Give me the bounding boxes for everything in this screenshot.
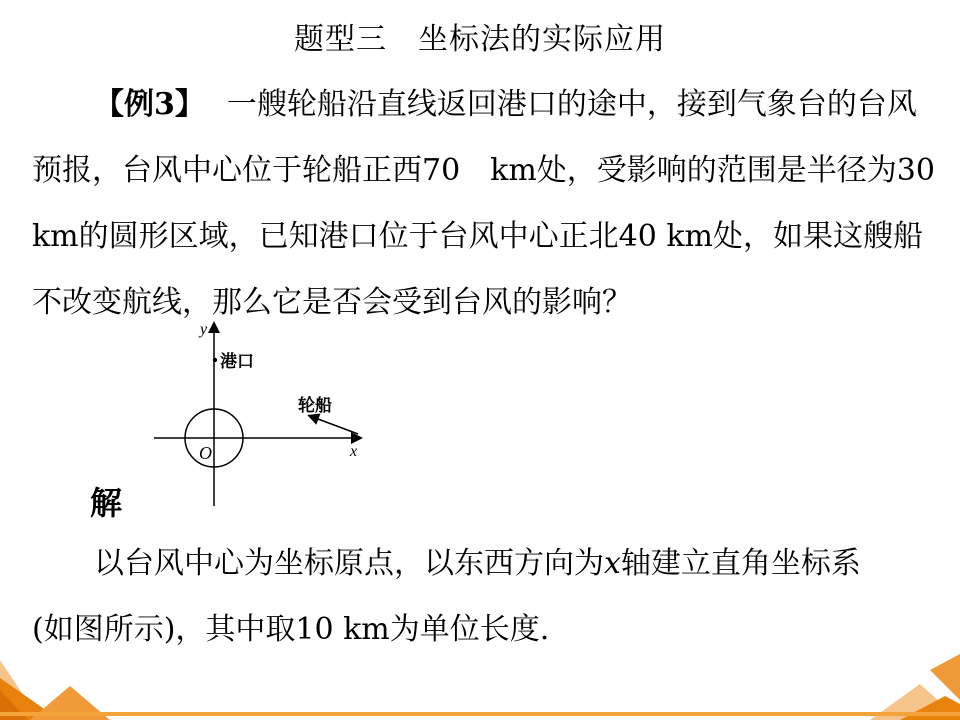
solution-var-x: x — [604, 546, 621, 581]
solution-label: 解 — [90, 484, 123, 522]
y-axis-label: y — [200, 321, 208, 338]
port-label: 港口 — [220, 352, 254, 372]
problem-paragraph — [32, 72, 937, 336]
origin-label: O — [199, 443, 212, 463]
x-axis-label: x — [350, 443, 358, 460]
port-point — [213, 358, 217, 362]
coordinate-diagram — [150, 318, 370, 510]
solution-text-a: 以台风中心为坐标原点，以东西方向为 — [94, 546, 604, 581]
solution-text-c: (如图所示)，其中取10 km为单位长度. — [32, 612, 550, 647]
ship-label: 轮船 — [298, 396, 332, 416]
ship-direction-arrow — [310, 416, 358, 434]
bottom-decoration — [0, 640, 960, 720]
example-label: 【例3】 — [94, 87, 205, 122]
solution-text-b: 轴建立直角坐标系 — [620, 546, 861, 581]
page-title: 题型三 坐标法的实际应用 — [294, 22, 666, 57]
problem-text: 一艘轮船沿直线返回港口的途中，接到气象台的台风预报，台风中心位于轮船正西70 km处，受影响的范围是半径为30 km的圆形区域，已知港口位于台风中心正北40 km处，如果这艘船不改变航线，那么它是否会受到台风的影响？ — [32, 87, 935, 320]
